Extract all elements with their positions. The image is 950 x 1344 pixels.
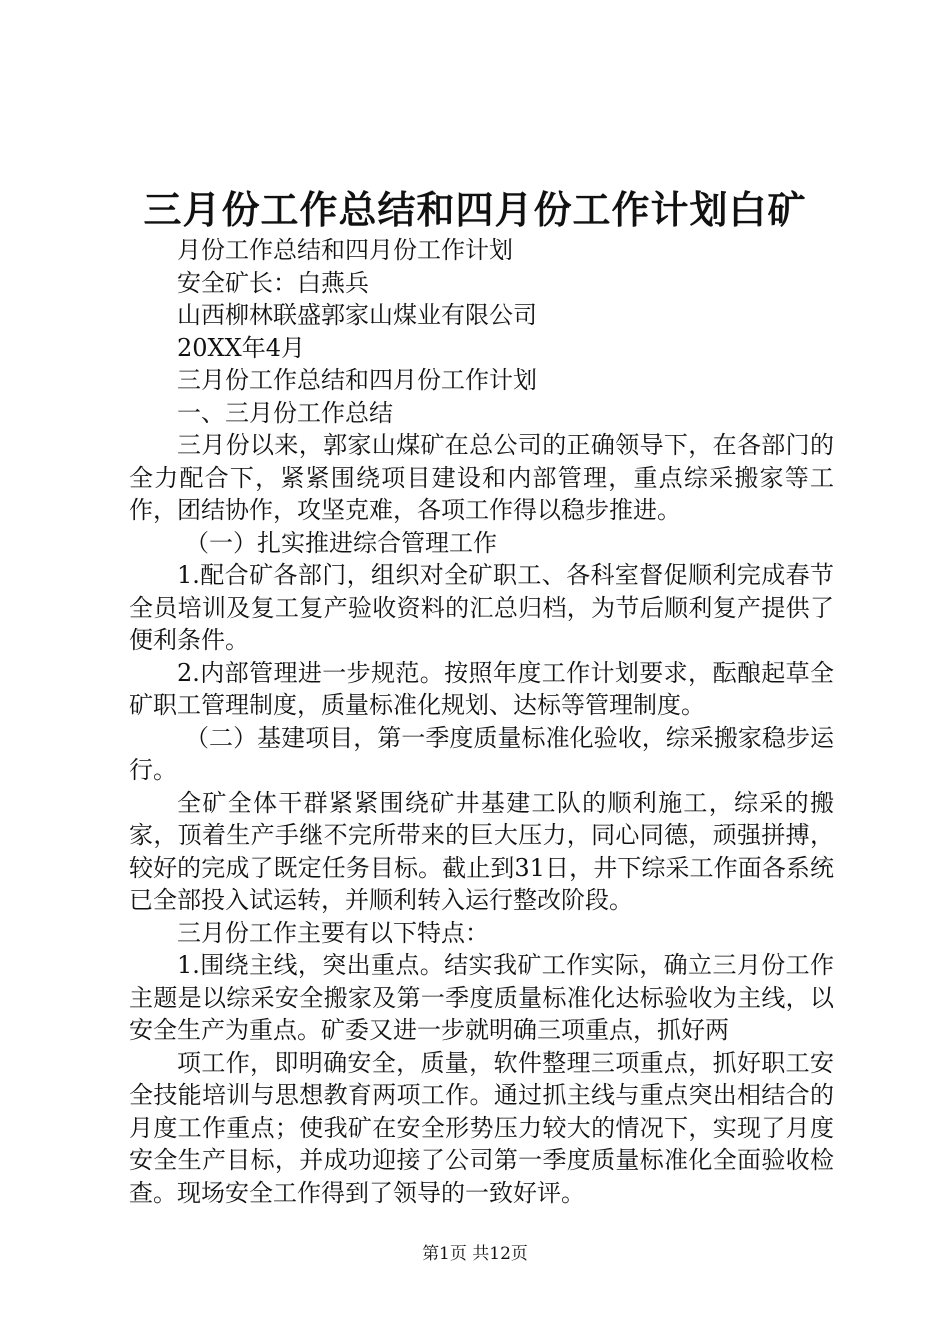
document-body [129, 234, 834, 1209]
subsection-heading-2: （二）基建项目，第一季度质量标准化验收，综采搬家稳步运行。 [129, 723, 834, 784]
paragraph: 2.内部管理进一步规范。按照年度工作计划要求，酝酿起草全矿职工管理制度，质量标准化规划、达标等管理制度。 [129, 658, 834, 719]
paragraph-subtitle: 月份工作总结和四月份工作计划 [177, 236, 513, 264]
paragraph-heading: 三月份工作总结和四月份工作计划 [177, 366, 537, 394]
section-heading-1: 一、三月份工作总结 [177, 398, 393, 427]
paragraph-company: 山西柳林联盛郭家山煤业有限公司 [177, 301, 537, 329]
document-title: 三月份工作总结和四月份工作计划白矿 [143, 187, 807, 232]
paragraph: 三月份以来，郭家山煤矿在总公司的正确领导下，在各部门的全力配合下，紧紧围绕项目建设和内部管理，重点综采搬家等工作，团结协作，攻坚克难，各项工作得以稳步推进。 [129, 431, 834, 524]
subsection-heading-1: （一）扎实推进综合管理工作 [185, 528, 497, 557]
paragraph-date: 20XX年4月 [177, 333, 305, 362]
paragraph: 1.配合矿各部门，组织对全矿职工、各科室督促顺利完成春节全员培训及复工复产验收资料的汇总归档，为节后顺利复产提供了便利条件。 [129, 561, 834, 654]
page-footer: 第1页 共12页 [422, 1244, 528, 1264]
paragraph-author: 安全矿长：白燕兵 [177, 268, 369, 297]
paragraph: 全矿全体干群紧紧围绕矿井基建工队的顺利施工，综采的搬家，顶着生产手继不完所带来的巨大压力，同心同德，顽强拼搏，较好的完成了既定任务目标。截止到31日，井下综采工作面各系统已全部投入试运转，并顺利转入运行整改阶段。 [129, 788, 834, 914]
paragraph: 1.围绕主线，突出重点。结实我矿工作实际，确立三月份工作主题是以综采安全搬家及第一季度质量标准化达标验收为主线，以安全生产为重点。矿委又进一步就明确三项重点，抓好两 [129, 951, 834, 1044]
paragraph: 三月份工作主要有以下特点： [177, 918, 489, 947]
paragraph: 项工作，即明确安全，质量，软件整理三项重点，抓好职工安全技能培训与思想教育两项工作。通过抓主线与重点突出相结合的月度工作重点；使我矿在安全形势压力较大的情况下，实现了月度安全生产目标，并成功迎接了公司第一季度质量标准化全面验收检查。现场安全工作得到了领导的一致好评。 [129, 1048, 834, 1207]
